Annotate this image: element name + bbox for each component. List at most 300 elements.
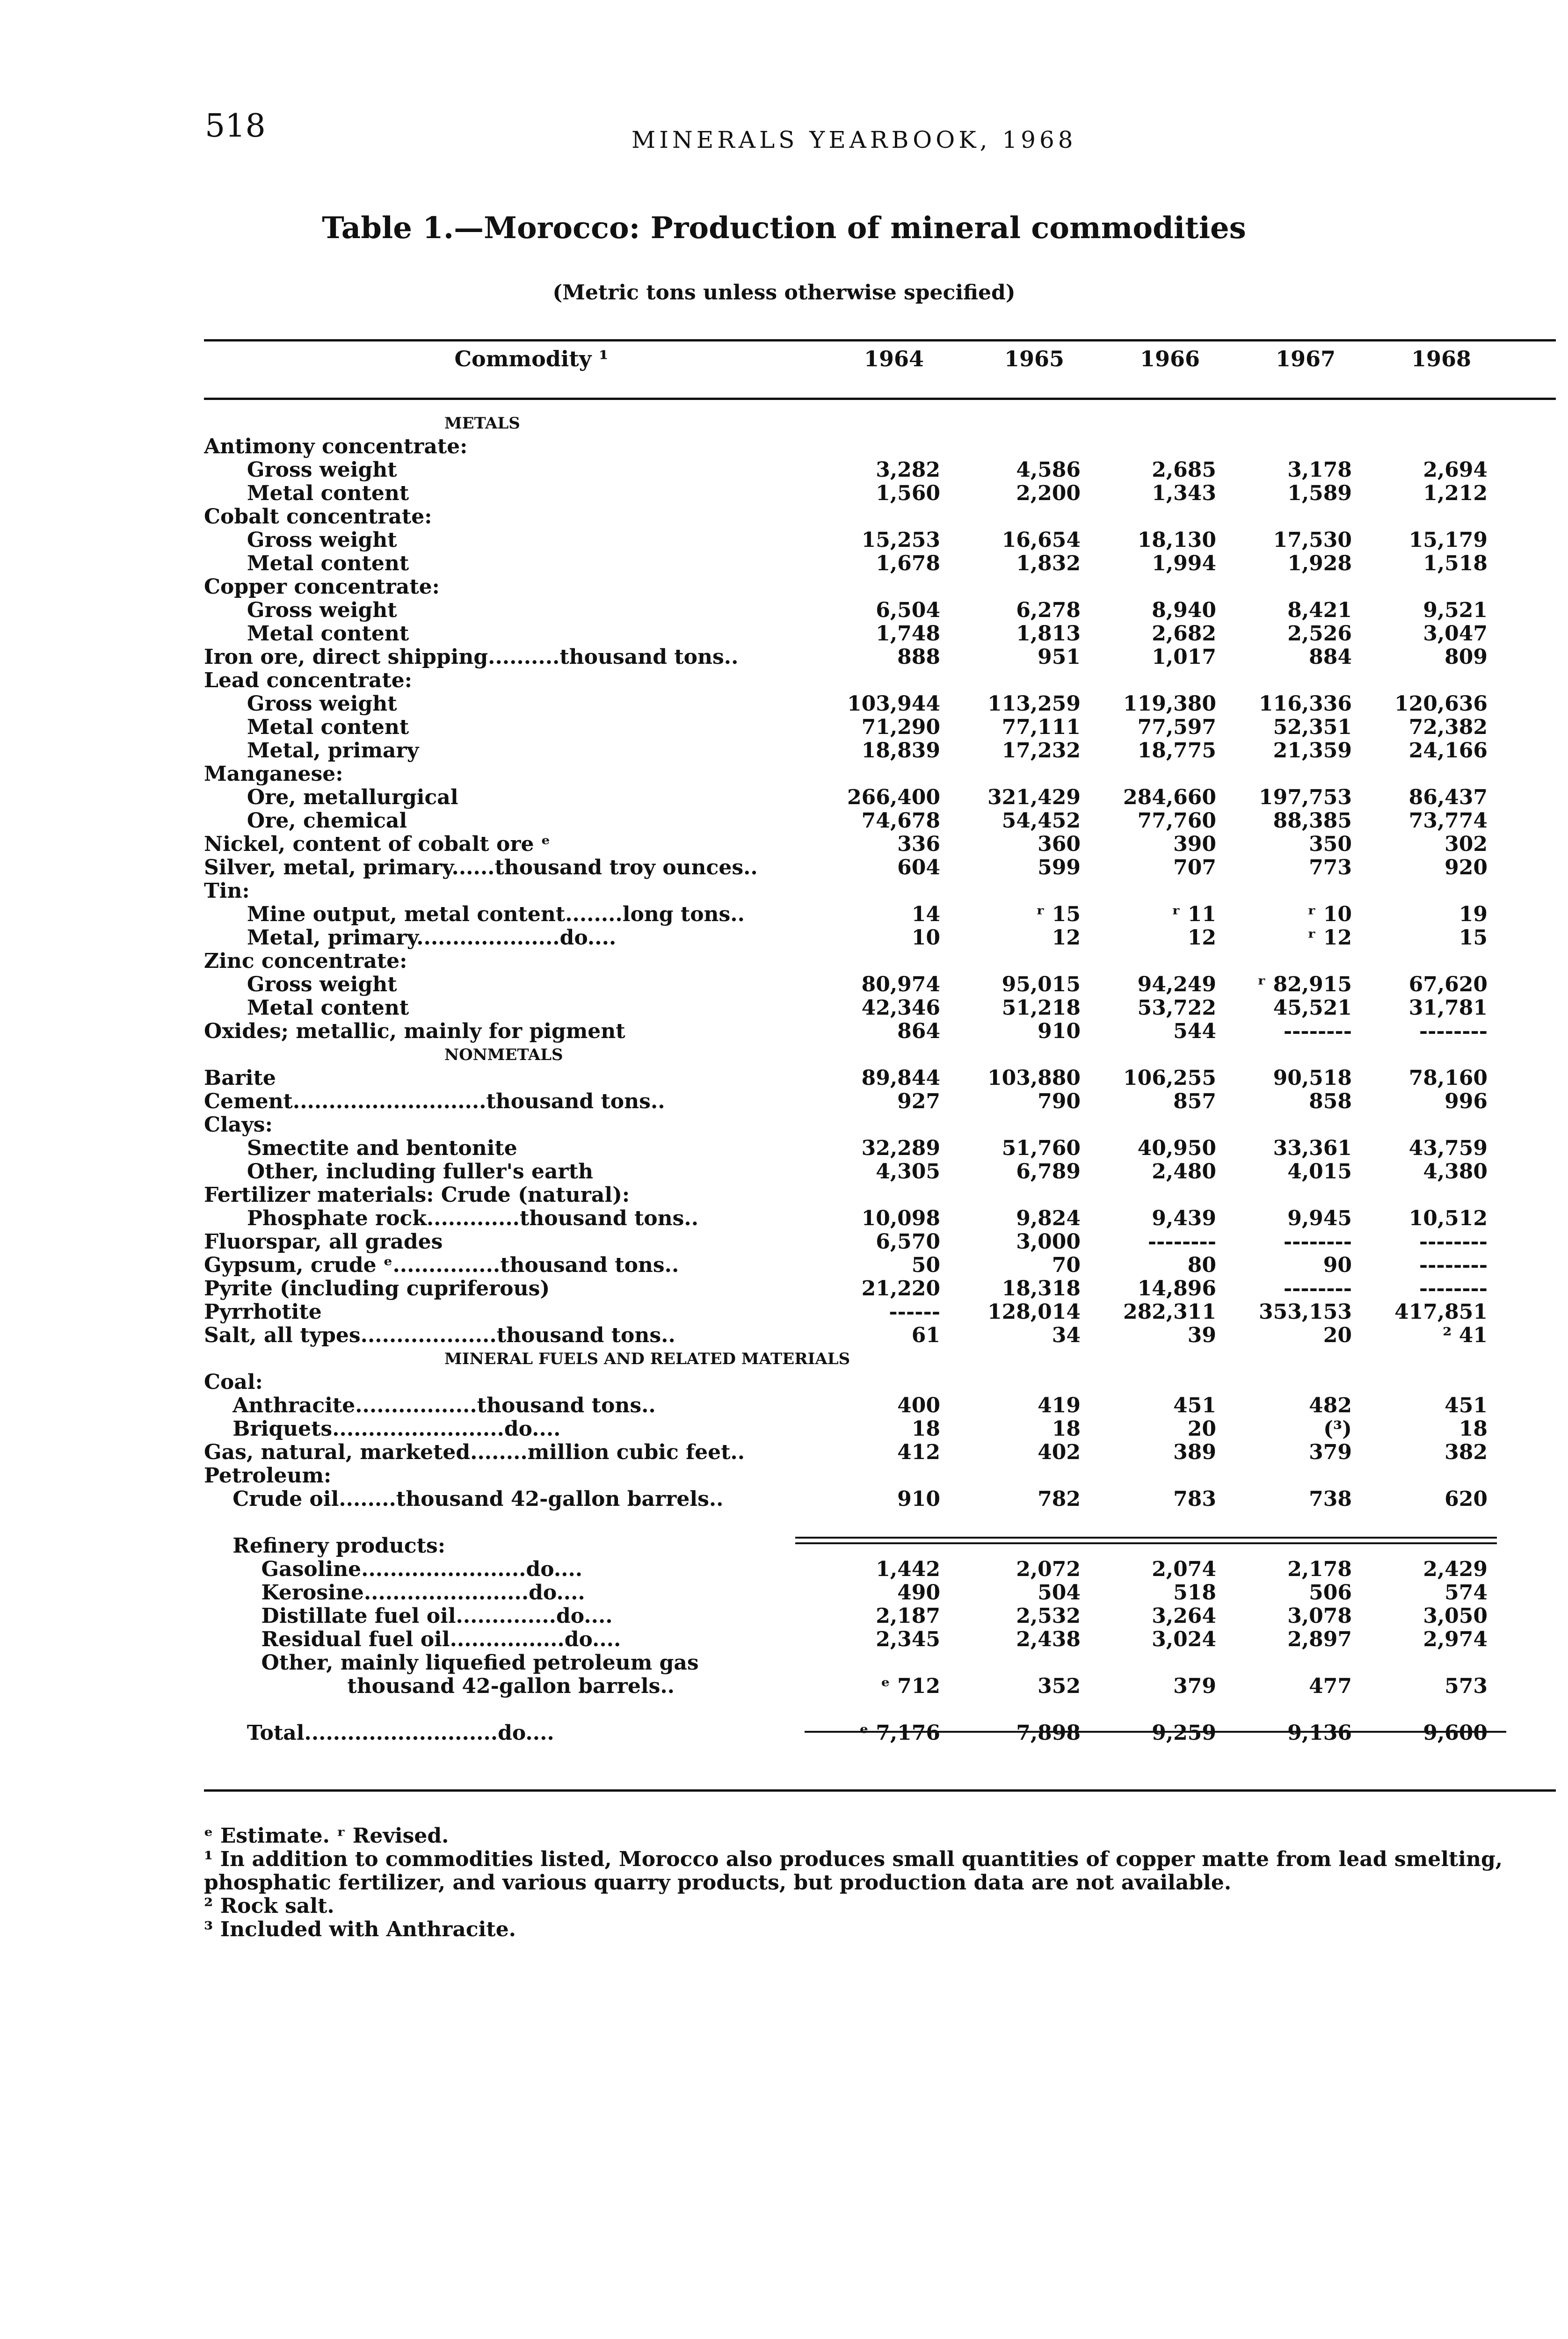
value-1965: 16,654 <box>1002 528 1081 552</box>
running-head: MINERALS YEARBOOK, 1968 <box>632 126 1077 153</box>
commodity-label: Gasoline.......................do.... <box>204 1558 583 1581</box>
commodity-label: Metal, primary <box>204 739 419 763</box>
value-1967: 379 <box>1309 1440 1352 1464</box>
header-commodity: Commodity ¹ <box>454 346 609 371</box>
value-1967: ʳ 12 <box>1307 926 1352 950</box>
value-1964: 89,844 <box>861 1066 940 1090</box>
value-1966: 18,775 <box>1137 739 1216 763</box>
value-1968: 43,759 <box>1408 1136 1488 1160</box>
value-1967: 773 <box>1309 856 1352 879</box>
commodity-label: Mine output, metal content........long tons.. <box>204 903 745 926</box>
value-1967: 197,753 <box>1258 785 1352 809</box>
value-1968: 19 <box>1459 902 1488 926</box>
commodity-label: Zinc concentrate: <box>204 950 407 973</box>
footnote: ᵉ Estimate. ʳ Revised. <box>204 1824 449 1848</box>
commodity-label: Gross weight <box>204 529 397 552</box>
value-1964: 80,974 <box>861 973 940 996</box>
value-1967: (³) <box>1323 1417 1352 1441</box>
table-row <box>0 763 1568 786</box>
value-1967: 21,359 <box>1273 739 1352 763</box>
table-row <box>0 646 1568 669</box>
commodity-label: Metal content <box>204 552 409 575</box>
value-1967: 3,178 <box>1287 458 1352 482</box>
value-1965: 599 <box>1038 856 1081 879</box>
value-1964: 490 <box>897 1581 940 1605</box>
commodity-label: Residual fuel oil................do.... <box>204 1628 621 1651</box>
footnotes <box>204 1824 1556 1941</box>
commodity-label: Ore, chemical <box>204 809 407 833</box>
table-row <box>0 1137 1568 1160</box>
table-row <box>0 1230 1568 1254</box>
value-1965: 4,586 <box>1016 458 1081 482</box>
value-1966: 18,130 <box>1137 528 1216 552</box>
table-row <box>0 1581 1568 1605</box>
value-1968: 3,047 <box>1423 622 1488 646</box>
value-1964: 32,289 <box>861 1136 940 1160</box>
commodity-label: Smectite and bentonite <box>204 1137 517 1160</box>
value-1966: 2,074 <box>1152 1557 1216 1581</box>
table-row <box>0 716 1568 739</box>
commodity-label: Metal, primary....................do.... <box>204 926 617 950</box>
value-1965: 17,232 <box>1002 739 1081 763</box>
value-1965: 790 <box>1038 1090 1081 1113</box>
section-heading <box>0 1043 1568 1067</box>
value-1968: 4,380 <box>1423 1160 1488 1184</box>
value-1966: -------- <box>1147 1230 1216 1254</box>
value-1966: 518 <box>1173 1581 1216 1605</box>
commodity-label: Antimony concentrate: <box>204 435 468 458</box>
value-1968: 451 <box>1445 1394 1488 1417</box>
value-1968: 1,518 <box>1423 552 1488 575</box>
commodity-label: Gross weight <box>204 973 397 996</box>
commodity-label: Gas, natural, marketed........million cubic feet.. <box>204 1441 745 1464</box>
commodity-label: Coal: <box>204 1371 263 1394</box>
commodity-label: Salt, all types...................thousand tons.. <box>204 1324 675 1347</box>
value-1964: 3,282 <box>876 458 940 482</box>
table-row <box>0 856 1568 879</box>
value-1966: 39 <box>1187 1323 1216 1347</box>
value-1965: 3,000 <box>1016 1230 1081 1254</box>
table-row <box>0 1254 1568 1277</box>
header-year-1964: 1964 <box>864 346 924 371</box>
value-1964: 910 <box>897 1487 940 1511</box>
value-1966: 1,994 <box>1152 552 1216 575</box>
value-1965: 782 <box>1038 1487 1081 1511</box>
value-1966: 9,259 <box>1152 1721 1216 1745</box>
value-1966: 389 <box>1173 1440 1216 1464</box>
table-title: Table 1.—Morocco: Production of mineral commodities <box>322 211 1246 246</box>
commodity-label: Silver, metal, primary......thousand troy ounces.. <box>204 856 758 879</box>
section-label: NONMETALS <box>444 1046 563 1064</box>
value-1964: 1,748 <box>876 622 940 646</box>
value-1966: 379 <box>1173 1674 1216 1698</box>
commodity-label: Gross weight <box>204 599 397 622</box>
value-1968: 302 <box>1445 832 1488 856</box>
value-1965: 2,072 <box>1016 1557 1081 1581</box>
commodity-label: Lead concentrate: <box>204 669 413 692</box>
table-row <box>0 996 1568 1020</box>
value-1965: 34 <box>1052 1323 1081 1347</box>
value-1968: 9,600 <box>1423 1721 1488 1745</box>
value-1965: 113,259 <box>987 692 1081 716</box>
value-1965: 18 <box>1052 1417 1081 1441</box>
value-1965: 77,111 <box>1002 715 1081 739</box>
value-1964: 50 <box>911 1253 940 1277</box>
value-1968: 574 <box>1445 1581 1488 1605</box>
commodity-label: Oxides; metallic, mainly for pigment <box>204 1020 625 1043</box>
value-1965: 2,532 <box>1016 1604 1081 1628</box>
value-1967: 9,945 <box>1287 1206 1352 1230</box>
value-1964: 71,290 <box>861 715 940 739</box>
commodity-label: Kerosine.......................do.... <box>204 1581 585 1605</box>
value-1966: 53,722 <box>1137 996 1216 1020</box>
table-row <box>0 1417 1568 1441</box>
value-1968: 417,851 <box>1394 1300 1488 1324</box>
table-row <box>0 1160 1568 1184</box>
commodity-label: Crude oil........thousand 42-gallon barrels.. <box>204 1488 724 1511</box>
value-1967: 8,421 <box>1287 598 1352 622</box>
value-1967: 9,136 <box>1287 1721 1352 1745</box>
value-1967: 858 <box>1309 1090 1352 1113</box>
value-1968: 2,974 <box>1423 1627 1488 1651</box>
value-1965: 54,452 <box>1002 809 1081 833</box>
value-1964: 6,570 <box>876 1230 940 1254</box>
production-table <box>0 412 1568 1862</box>
value-1967: 33,361 <box>1273 1136 1352 1160</box>
value-1966: 1,343 <box>1152 481 1216 505</box>
commodity-label: Ore, metallurgical <box>204 786 458 809</box>
table-row <box>0 1184 1568 1207</box>
value-1964: 2,187 <box>876 1604 940 1628</box>
value-1964: 15,253 <box>861 528 940 552</box>
value-1966: 390 <box>1173 832 1216 856</box>
header-year-1966: 1966 <box>1140 346 1200 371</box>
value-1968: 382 <box>1445 1440 1488 1464</box>
header-top-rule <box>204 339 1556 341</box>
commodity-label: Other, including fuller's earth <box>204 1160 594 1184</box>
value-1967: 1,589 <box>1287 481 1352 505</box>
value-1968: -------- <box>1419 1019 1488 1043</box>
value-1967: 738 <box>1309 1487 1352 1511</box>
header-bottom-rule <box>204 398 1556 400</box>
value-1967: 1,928 <box>1287 552 1352 575</box>
value-1967: -------- <box>1283 1019 1352 1043</box>
value-1968: 2,429 <box>1423 1557 1488 1581</box>
value-1964: 61 <box>911 1323 940 1347</box>
value-1965: 18,318 <box>1002 1277 1081 1300</box>
value-1965: 51,218 <box>1002 996 1081 1020</box>
value-1968: 10,512 <box>1408 1206 1488 1230</box>
commodity-label: Gross weight <box>204 692 397 716</box>
table-row <box>0 833 1568 856</box>
table-row <box>0 739 1568 763</box>
commodity-label: Pyrrhotite <box>204 1300 322 1324</box>
footnote: ¹ In addition to commodities listed, Morocco also produces small quantities of copper matte from lead smelting, phosphatic fertilizer, and various quarry products, but production data are not available. <box>204 1847 1503 1895</box>
value-1965: 103,880 <box>987 1066 1081 1090</box>
value-1964: 4,305 <box>876 1160 940 1184</box>
table-row <box>0 1511 1568 1534</box>
value-1964: ᵉ 712 <box>881 1674 940 1698</box>
value-1965: 419 <box>1038 1394 1081 1417</box>
value-1966: 80 <box>1187 1253 1216 1277</box>
value-1965: 951 <box>1038 645 1081 669</box>
value-1965: 9,824 <box>1016 1206 1081 1230</box>
commodity-label: Refinery products: <box>204 1534 446 1558</box>
total-rule <box>805 1731 1506 1733</box>
value-1964: 42,346 <box>861 996 940 1020</box>
value-1968: 3,050 <box>1423 1604 1488 1628</box>
value-1967: 90 <box>1323 1253 1352 1277</box>
commodity-label: Iron ore, direct shipping..........thousand tons.. <box>204 646 739 669</box>
value-1968: 809 <box>1445 645 1488 669</box>
value-1966: 783 <box>1173 1487 1216 1511</box>
commodity-label: Cement...........................thousand tons.. <box>204 1090 665 1113</box>
value-1967: 477 <box>1309 1674 1352 1698</box>
value-1964: 103,944 <box>847 692 940 716</box>
value-1968: 18 <box>1459 1417 1488 1441</box>
table-row <box>0 435 1568 458</box>
commodity-label: Petroleum: <box>204 1464 332 1488</box>
table-row <box>0 482 1568 505</box>
value-1965: 1,813 <box>1016 622 1081 646</box>
page-number: 518 <box>205 108 266 145</box>
table-row <box>0 1464 1568 1488</box>
value-1964: 336 <box>897 832 940 856</box>
value-1964: 1,678 <box>876 552 940 575</box>
value-1964: 1,442 <box>876 1557 940 1581</box>
table-row <box>0 973 1568 996</box>
value-1967: 884 <box>1309 645 1352 669</box>
footnote: ³ Included with Anthracite. <box>204 1918 516 1941</box>
commodity-label: Distillate fuel oil..............do.... <box>204 1605 613 1628</box>
value-1967: -------- <box>1283 1230 1352 1254</box>
value-1965: 128,014 <box>987 1300 1081 1324</box>
value-1966: 2,682 <box>1152 622 1216 646</box>
commodity-label: Fluorspar, all grades <box>204 1230 443 1254</box>
value-1965: 51,760 <box>1002 1136 1081 1160</box>
table-row <box>0 1324 1568 1347</box>
commodity-label: Other, mainly liquefied petroleum gas <box>204 1651 699 1675</box>
table-bottom-rule <box>204 1789 1556 1792</box>
value-1966: 3,264 <box>1152 1604 1216 1628</box>
value-1968: 996 <box>1445 1090 1488 1113</box>
value-1968: -------- <box>1419 1277 1488 1300</box>
table-row <box>0 1300 1568 1324</box>
value-1966: 857 <box>1173 1090 1216 1113</box>
value-1964: 864 <box>897 1019 940 1043</box>
value-1966: 40,950 <box>1137 1136 1216 1160</box>
value-1968: 73,774 <box>1408 809 1488 833</box>
value-1964: 927 <box>897 1090 940 1113</box>
table-row <box>0 1020 1568 1043</box>
value-1965: 12 <box>1052 926 1081 950</box>
table-row <box>0 1488 1568 1511</box>
value-1968: -------- <box>1419 1253 1488 1277</box>
value-1965: 1,832 <box>1016 552 1081 575</box>
value-1967: 45,521 <box>1273 996 1352 1020</box>
table-row <box>0 505 1568 529</box>
commodity-label: thousand 42-gallon barrels.. <box>204 1675 675 1698</box>
commodity-label: Metal content <box>204 716 409 739</box>
commodity-label: Metal content <box>204 622 409 646</box>
value-1965: 352 <box>1038 1674 1081 1698</box>
value-1967: ʳ 82,915 <box>1257 973 1352 996</box>
value-1968: 573 <box>1445 1674 1488 1698</box>
value-1964: 18 <box>911 1417 940 1441</box>
value-1967: 116,336 <box>1258 692 1352 716</box>
value-1967: 90,518 <box>1273 1066 1352 1090</box>
table-row <box>0 786 1568 809</box>
table-row <box>0 1605 1568 1628</box>
value-1965: 95,015 <box>1002 973 1081 996</box>
table-row <box>0 529 1568 552</box>
value-1966: 284,660 <box>1123 785 1216 809</box>
table-row <box>0 1722 1568 1745</box>
value-1967: 4,015 <box>1287 1160 1352 1184</box>
value-1966: 94,249 <box>1137 973 1216 996</box>
value-1967: 2,526 <box>1287 622 1352 646</box>
commodity-label: Pyrite (including cupriferous) <box>204 1277 550 1300</box>
value-1968: 9,521 <box>1423 598 1488 622</box>
table-row <box>0 692 1568 716</box>
value-1968: 31,781 <box>1408 996 1488 1020</box>
table-row <box>0 1441 1568 1464</box>
table-row <box>0 1651 1568 1675</box>
value-1967: 506 <box>1309 1581 1352 1605</box>
header-year-1965: 1965 <box>1004 346 1065 371</box>
table-row <box>0 1371 1568 1394</box>
value-1967: 17,530 <box>1273 528 1352 552</box>
value-1964: 14 <box>911 902 940 926</box>
value-1966: 1,017 <box>1152 645 1216 669</box>
refinery-double-rule <box>795 1537 1497 1544</box>
value-1965: 402 <box>1038 1440 1081 1464</box>
value-1967: 2,897 <box>1287 1627 1352 1651</box>
value-1966: 14,896 <box>1137 1277 1216 1300</box>
value-1966: 2,685 <box>1152 458 1216 482</box>
value-1967: -------- <box>1283 1277 1352 1300</box>
value-1965: 504 <box>1038 1581 1081 1605</box>
value-1967: 2,178 <box>1287 1557 1352 1581</box>
value-1966: 451 <box>1173 1394 1216 1417</box>
section-label: METALS <box>444 414 520 433</box>
table-row <box>0 1394 1568 1417</box>
value-1966: 12 <box>1187 926 1216 950</box>
commodity-label: Nickel, content of cobalt ore ᵉ <box>204 833 551 856</box>
table-row <box>0 950 1568 973</box>
table-row <box>0 1628 1568 1651</box>
value-1966: 77,760 <box>1137 809 1216 833</box>
value-1967: ʳ 10 <box>1307 902 1352 926</box>
value-1964: 21,220 <box>861 1277 940 1300</box>
table-row <box>0 1675 1568 1698</box>
value-1964: 74,678 <box>861 809 940 833</box>
value-1964: 266,400 <box>847 785 940 809</box>
commodity-label: Metal content <box>204 996 409 1020</box>
value-1964: 2,345 <box>876 1627 940 1651</box>
value-1964: 1,560 <box>876 481 940 505</box>
commodity-label: Gypsum, crude ᵉ...............thousand tons.. <box>204 1254 679 1277</box>
value-1968: ² 41 <box>1443 1323 1488 1347</box>
commodity-label: Gross weight <box>204 458 397 482</box>
value-1967: 20 <box>1323 1323 1352 1347</box>
commodity-label: Anthracite.................thousand tons.. <box>204 1394 656 1417</box>
value-1968: 67,620 <box>1408 973 1488 996</box>
table-row <box>0 926 1568 950</box>
commodity-label: Total...........................do.... <box>204 1722 554 1745</box>
commodity-label: Manganese: <box>204 763 343 786</box>
value-1968: 72,382 <box>1408 715 1488 739</box>
commodity-label: Tin: <box>204 879 250 903</box>
commodity-label: Phosphate rock.............thousand tons.. <box>204 1207 699 1230</box>
value-1964: 888 <box>897 645 940 669</box>
table-row <box>0 1067 1568 1090</box>
header-year-1967: 1967 <box>1275 346 1336 371</box>
value-1966: 707 <box>1173 856 1216 879</box>
value-1967: 88,385 <box>1273 809 1352 833</box>
value-1968: 2,694 <box>1423 458 1488 482</box>
value-1965: ʳ 15 <box>1036 902 1081 926</box>
table-row <box>0 1090 1568 1113</box>
value-1968: 15,179 <box>1408 528 1488 552</box>
commodity-label: Cobalt concentrate: <box>204 505 432 529</box>
value-1968: 15 <box>1459 926 1488 950</box>
table-row <box>0 599 1568 622</box>
value-1966: 9,439 <box>1152 1206 1216 1230</box>
commodity-label: Fertilizer materials: Crude (natural): <box>204 1184 630 1207</box>
table-row <box>0 903 1568 926</box>
value-1965: 6,789 <box>1016 1160 1081 1184</box>
value-1966: 3,024 <box>1152 1627 1216 1651</box>
value-1964: 10 <box>911 926 940 950</box>
table-header <box>204 346 1556 384</box>
commodity-label: Copper concentrate: <box>204 575 440 599</box>
value-1966: ʳ 11 <box>1172 902 1216 926</box>
value-1965: 2,200 <box>1016 481 1081 505</box>
section-label: MINERAL FUELS AND RELATED MATERIALS <box>444 1350 850 1368</box>
value-1967: 350 <box>1309 832 1352 856</box>
table-row <box>0 1207 1568 1230</box>
value-1964: 6,504 <box>876 598 940 622</box>
value-1965: 6,278 <box>1016 598 1081 622</box>
header-year-1968: 1968 <box>1411 346 1472 371</box>
table-row <box>0 809 1568 833</box>
value-1966: 20 <box>1187 1417 1216 1441</box>
value-1965: 70 <box>1052 1253 1081 1277</box>
value-1964: 400 <box>897 1394 940 1417</box>
commodity-label: Metal content <box>204 482 409 505</box>
table-row <box>0 458 1568 482</box>
value-1968: 1,212 <box>1423 481 1488 505</box>
value-1967: 3,078 <box>1287 1604 1352 1628</box>
value-1966: 282,311 <box>1123 1300 1216 1324</box>
value-1964: 18,839 <box>861 739 940 763</box>
value-1964: ᵉ 7,176 <box>859 1721 940 1745</box>
value-1968: 120,636 <box>1394 692 1488 716</box>
commodity-label: Briquets........................do.... <box>204 1417 561 1441</box>
value-1968: 78,160 <box>1408 1066 1488 1090</box>
value-1964: ------ <box>889 1300 940 1324</box>
table-row <box>0 575 1568 599</box>
value-1965: 910 <box>1038 1019 1081 1043</box>
table-row <box>0 1558 1568 1581</box>
value-1968: 620 <box>1445 1487 1488 1511</box>
value-1965: 2,438 <box>1016 1627 1081 1651</box>
value-1968: 24,166 <box>1408 739 1488 763</box>
value-1966: 77,597 <box>1137 715 1216 739</box>
value-1965: 321,429 <box>987 785 1081 809</box>
value-1968: 920 <box>1445 856 1488 879</box>
